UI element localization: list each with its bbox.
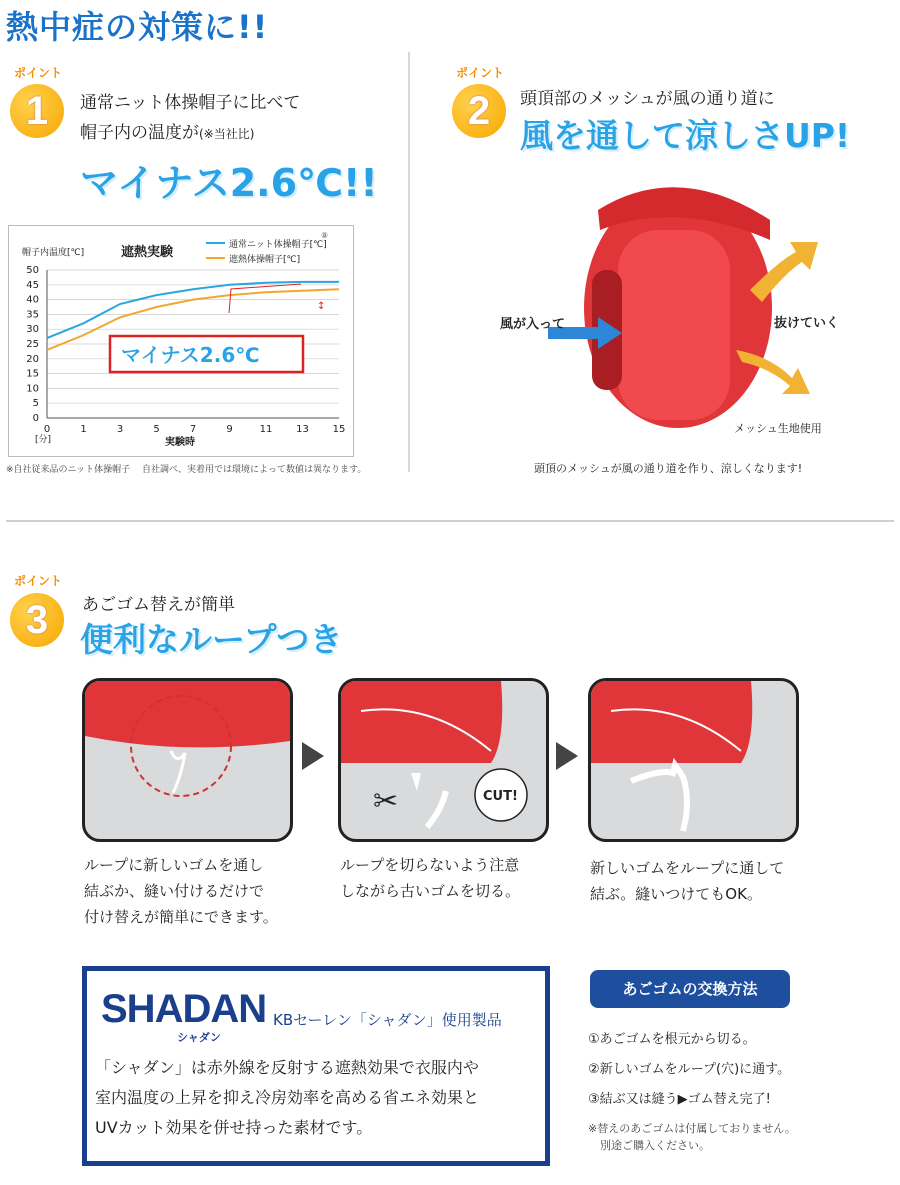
step3-caption-line: 結ぶ。縫いつけてもOK。 bbox=[590, 885, 762, 903]
point3-headline: 便利なループつき bbox=[80, 620, 343, 659]
legend-label-knit: 通常ニット体操帽子[℃] bbox=[229, 240, 327, 250]
step1-caption-line: 結ぶか、縫い付けるだけで bbox=[84, 882, 265, 900]
point1-headline: マイナス2.6℃!! bbox=[80, 161, 378, 205]
chart-ytick-label: 45 bbox=[26, 279, 39, 291]
label-wind-in: 風が入って bbox=[500, 317, 566, 332]
chart-ytick-label: 40 bbox=[26, 294, 39, 306]
chart-ytick-label: 30 bbox=[26, 324, 39, 336]
chart-ylabel: 帽子内温度[℃] bbox=[22, 248, 85, 258]
point1-footnote: ※自社従来品のニット体操帽子 自社調べ、実着用では環境によって数値は異なります。 bbox=[6, 465, 367, 475]
chart-xtick-label: 13 bbox=[296, 424, 309, 435]
exchange-step-1: ①あごゴムを根元から切る。 bbox=[588, 1032, 756, 1047]
new-strap bbox=[631, 765, 687, 831]
chart-ytick-label: 15 bbox=[26, 368, 39, 380]
step3-panel bbox=[588, 678, 799, 842]
chart-title: 遮熱実験 bbox=[121, 245, 174, 260]
heat-chart-svg bbox=[9, 226, 353, 456]
chart-xtick-label: 9 bbox=[226, 424, 233, 435]
point2-caption: 頭頂のメッシュが風の通り道を作り、涼しくなります! bbox=[534, 462, 803, 475]
loop-icon bbox=[171, 751, 185, 793]
point1-tag: ポイント bbox=[14, 66, 63, 80]
step3-illustration bbox=[591, 681, 796, 839]
label-mesh: メッシュ生地使用 bbox=[734, 422, 822, 435]
chart-xtick-label: 11 bbox=[259, 424, 273, 435]
point1-number-badge: 1 bbox=[10, 84, 64, 138]
cut-strap-piece bbox=[411, 773, 421, 791]
exchange-note-1: ※替えのあごゴムは付属しておりません。 bbox=[588, 1122, 796, 1135]
exchange-title: あごゴムの交換方法 bbox=[590, 970, 790, 1008]
annotation-text: マイナス2.6℃ bbox=[121, 343, 260, 367]
point1-line2-main: 帽子内の温度が bbox=[80, 123, 199, 143]
chart-xtick-label: 7 bbox=[189, 424, 197, 435]
step1-caption bbox=[84, 852, 278, 930]
step3-caption-line: 新しいゴムをループに通して bbox=[590, 859, 785, 877]
cut-label: CUT! bbox=[483, 789, 518, 804]
step2-caption bbox=[340, 852, 520, 904]
step3-caption bbox=[590, 855, 784, 907]
heat-chart bbox=[8, 225, 354, 457]
hat-edge bbox=[85, 681, 290, 747]
chart-xtick-label: 3 bbox=[116, 424, 124, 435]
hat-panel bbox=[618, 230, 730, 420]
step1-caption-line: ループに新しいゴムを通し bbox=[84, 856, 264, 874]
legend-label-shade: 遮熱体操帽子[℃] bbox=[229, 255, 301, 265]
exchange-step-3: ③結ぶ又は縫う▶ゴム替え完了! bbox=[588, 1092, 771, 1107]
page-title: 熱中症の対策に!! bbox=[6, 8, 269, 46]
exchange-note-2: 別途ご購入ください。 bbox=[600, 1139, 710, 1152]
chart-ytick-label: 10 bbox=[26, 383, 39, 395]
point3-number-badge: 3 bbox=[10, 593, 64, 647]
chart-x-unit: [分] bbox=[35, 435, 52, 445]
shadan-description bbox=[95, 1053, 479, 1143]
step2-caption-line: しながら古いゴムを切る。 bbox=[340, 882, 521, 900]
point2-headline: 風を通して涼しさUP! bbox=[520, 116, 851, 155]
shadan-product-line: KBセーレン「シャダン」使用製品 bbox=[273, 1011, 502, 1029]
chart-xtick-label: 5 bbox=[153, 424, 160, 435]
hat-illustration bbox=[500, 180, 860, 440]
chart-xtick-label: 1 bbox=[80, 424, 87, 435]
section-divider bbox=[6, 520, 894, 522]
chart-xlabel: 実験時 bbox=[165, 437, 195, 448]
shadan-desc-line: 「シャダン」は赤外線を反射する遮熱効果で衣服内や bbox=[95, 1058, 479, 1077]
hat-edge bbox=[591, 681, 752, 763]
chart-ytick-label: 20 bbox=[26, 353, 39, 365]
point1-line2 bbox=[80, 118, 254, 143]
shadan-desc-line: 室内温度の上昇を抑え冷房効率を高める省エネ効果と bbox=[95, 1088, 480, 1107]
chart-xtick-label: 0 bbox=[43, 424, 51, 435]
point1-line1: 通常ニット体操帽子に比べて bbox=[80, 93, 301, 113]
chart-ytick-label: 25 bbox=[26, 339, 39, 350]
chart-xtick-label: 15 bbox=[332, 424, 346, 435]
hat-edge bbox=[341, 681, 502, 763]
step2-panel bbox=[338, 678, 549, 842]
annotation-leader bbox=[229, 284, 301, 313]
old-strap bbox=[427, 791, 446, 827]
step2-caption-line: ループを切らないよう注意 bbox=[340, 856, 520, 874]
shadan-logo: SHADAN bbox=[101, 987, 267, 1031]
point3-line1: あごゴム替えが簡単 bbox=[82, 595, 235, 615]
legend-mark: ⑧ bbox=[321, 231, 329, 240]
step2-illustration bbox=[341, 681, 546, 839]
chart-ytick-label: 35 bbox=[26, 309, 39, 321]
point3-tag: ポイント bbox=[14, 574, 63, 588]
chart-ytick-label: 5 bbox=[32, 398, 39, 410]
shadan-desc-line: UVカット効果を併せ持った素材です。 bbox=[95, 1118, 373, 1137]
step-arrow-icon bbox=[556, 742, 578, 770]
diff-arrow-icon: ↕ bbox=[317, 301, 326, 312]
chart-ytick-label: 50 bbox=[26, 265, 39, 276]
scissors-icon: ✂ bbox=[373, 784, 399, 819]
point2-number-badge: 2 bbox=[452, 84, 506, 138]
shadan-logo-kana: シャダン bbox=[177, 1031, 221, 1044]
step1-caption-line: 付け替えが簡単にできます。 bbox=[84, 908, 278, 926]
point1-line2-note: (※当社比) bbox=[199, 127, 255, 141]
point2-line1: 頭頂部のメッシュが風の通り道に bbox=[520, 89, 775, 109]
step1-panel bbox=[82, 678, 293, 842]
label-wind-out: 抜けていく bbox=[774, 316, 840, 331]
point2-tag: ポイント bbox=[456, 66, 505, 80]
exchange-step-2: ②新しいゴムをループ(穴)に通す。 bbox=[588, 1062, 791, 1077]
step-arrow-icon bbox=[302, 742, 324, 770]
shadan-box bbox=[82, 966, 550, 1166]
step1-illustration bbox=[85, 681, 290, 839]
column-divider bbox=[408, 52, 410, 472]
chart-ytick-label: 0 bbox=[32, 413, 39, 424]
